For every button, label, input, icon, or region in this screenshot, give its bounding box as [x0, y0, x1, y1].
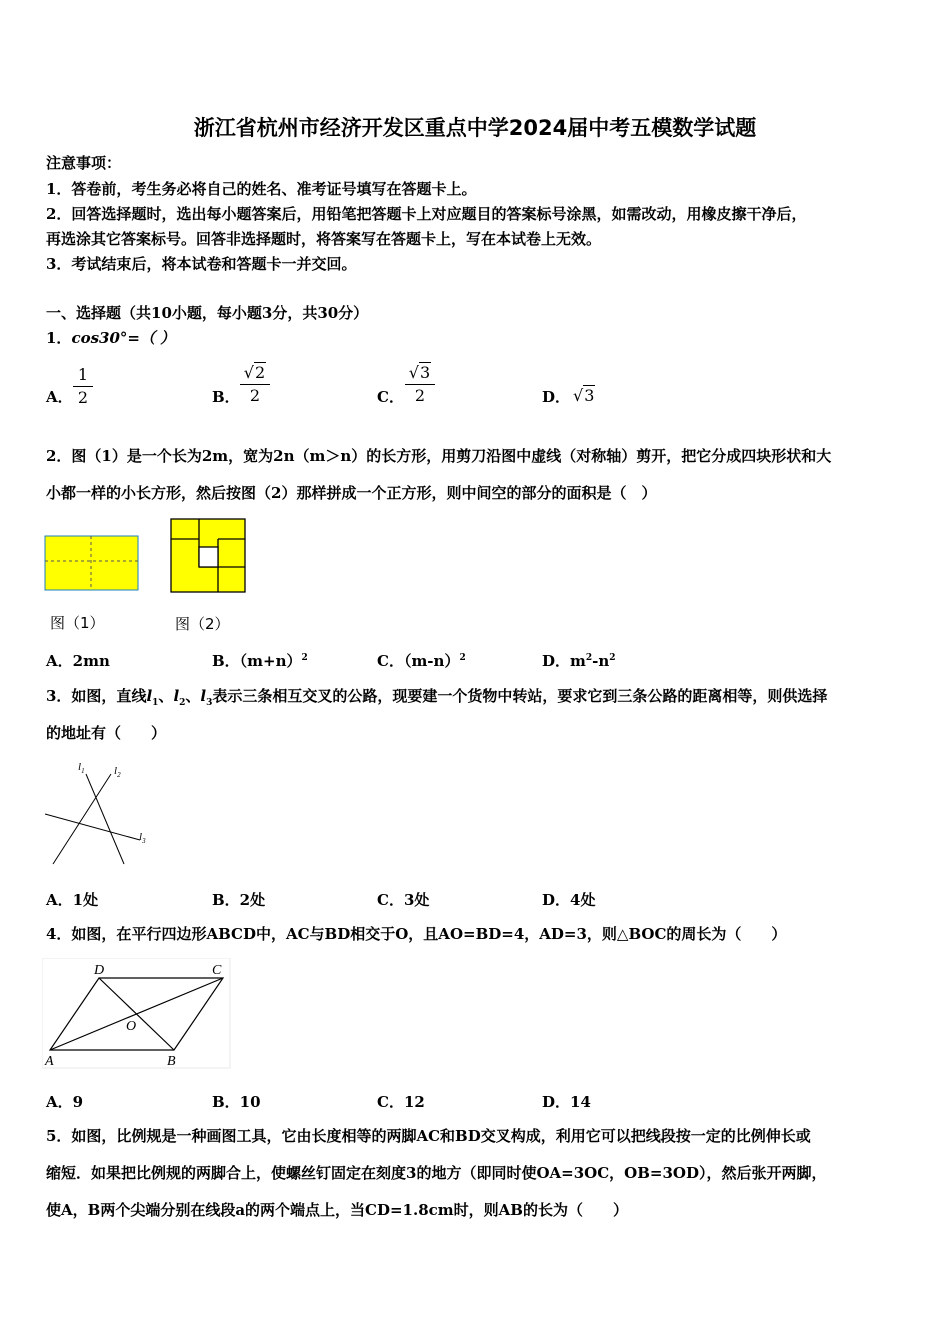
label-l1: $l_1$ — [78, 761, 85, 775]
road-l1 — [86, 774, 124, 864]
radical-sign-icon: √ — [408, 363, 419, 382]
option-d-label: D． — [542, 388, 571, 406]
question-text: 表示三条相互交叉的公路，现要建一个货物中转站，要求它到三条公路的距离相等，则供选择 — [212, 687, 828, 705]
numerator: 1 — [77, 365, 89, 384]
option-b-fraction — [240, 363, 270, 406]
option-text: D．m — [542, 652, 586, 670]
option-c: C．12 — [377, 1093, 425, 1111]
empty-center-square — [199, 547, 218, 567]
question-5-line: 使A，B两个尖端分别在线段a的两个端点上，当CD=1.8cm时，则AB的长为（ ） — [46, 1201, 628, 1219]
question-2-line: 2．图（1）是一个长为2m，宽为2n（m＞n）的长方形，用剪刀沿图中虚线（对称轴）剪开，把它分成四块形状和大 — [46, 447, 832, 465]
question-2-line: 小都一样的小长方形，然后按图（2）那样拼成一个正方形，则中间空的部分的面积是（ ） — [46, 484, 657, 502]
exponent: 2 — [459, 653, 466, 663]
label-l2: $l_2$ — [114, 765, 121, 779]
notice-item: 再选涂其它答案标号。回答非选择题时，将答案写在答题卡上，写在本试卷上无效。 — [46, 230, 602, 248]
figure-2-square — [170, 518, 248, 594]
line-symbol: l — [200, 687, 207, 705]
question-text: 3．如图，直线 — [46, 687, 147, 705]
option-b-label: B． — [212, 388, 240, 406]
denominator: 2 — [77, 388, 89, 407]
point-a-label: A — [45, 1054, 54, 1069]
page-title: 浙江省杭州市经济开发区重点中学2024届中考五模数学试题 — [193, 116, 757, 140]
option-b: B．2处 — [212, 891, 266, 909]
denominator: 2 — [249, 386, 261, 405]
radicand: 3 — [420, 363, 431, 382]
radical-sign-icon: √ — [573, 386, 584, 405]
question-3-line: 的地址有（ ） — [46, 724, 167, 742]
radical-sign-icon: √ — [243, 363, 254, 382]
option-c: C．3处 — [377, 891, 430, 909]
point-b-label: B — [167, 1054, 176, 1069]
point-c-label: C — [212, 963, 222, 978]
question-1 — [46, 327, 175, 348]
line-symbol: l — [173, 687, 180, 705]
option-a-fraction — [73, 365, 93, 408]
subscript: 1 — [152, 698, 159, 708]
question-3-line — [46, 685, 827, 708]
separator: 、 — [185, 687, 201, 705]
option-c-fraction — [405, 363, 435, 406]
separator: 、 — [158, 687, 174, 705]
exponent: 2 — [585, 653, 593, 663]
sqrt-symbol — [244, 363, 266, 383]
point-d-label: D — [94, 963, 105, 978]
radicand: 2 — [255, 363, 266, 382]
question-5-line: 缩短．如果把比例规的两脚合上，使螺丝钉固定在刻度3的地方（即同时使OA=3OC，OB=3OD），然后张开两脚， — [46, 1164, 827, 1182]
road-l3 — [45, 814, 140, 840]
notice-item: 3．考试结束后，将本试卷和答题卡一并交回。 — [46, 255, 357, 273]
option-d-sqrt — [573, 386, 595, 405]
radicand: 3 — [584, 386, 595, 405]
option-a: A．9 — [46, 1093, 84, 1111]
option-d: D．4处 — [542, 891, 596, 909]
line-symbol: l — [146, 687, 153, 705]
label-l3: $l_3$ — [139, 831, 146, 845]
option-text: C．（m-n） — [377, 652, 460, 670]
option-text: -n — [592, 652, 610, 670]
subscript: 3 — [206, 698, 213, 708]
option-a: A．1处 — [46, 891, 99, 909]
notice-item: 2．回答选择题时，选出每小题答案后，用铅笔把答题卡上对应题目的答案标号涂黑，如需改动，用橡皮擦干净后， — [46, 205, 807, 223]
figure-2-caption: 图（2） — [175, 615, 230, 633]
question-1-expression: cos30°=（ ） — [71, 329, 176, 347]
figure-1-caption: 图（1） — [50, 614, 105, 632]
option-a: A．2mn — [46, 652, 110, 670]
denominator: 2 — [414, 386, 426, 405]
question-5-line: 5．如图，比例规是一种画图工具，它由长度相等的两脚AC和BD交叉构成，利用它可以把线段按一定的比例伸长或 — [46, 1127, 811, 1145]
exponent: 2 — [301, 653, 308, 663]
option-c-label: C． — [377, 388, 404, 406]
question-4-line: 4．如图，在平行四边形ABCD中，AC与BD相交于O，且AO=BD=4，AD=3，则△BOC的周长为（ ） — [46, 925, 787, 943]
option-b: B．10 — [212, 1093, 261, 1111]
option-a-label: A． — [46, 388, 73, 406]
subscript: 2 — [179, 698, 186, 708]
option-d: D．14 — [542, 1093, 591, 1111]
option-c — [377, 650, 466, 671]
three-roads-figure — [42, 756, 157, 868]
notice-heading: 注意事项： — [46, 154, 122, 172]
option-d — [542, 650, 616, 671]
option-b — [212, 650, 308, 671]
question-number: 1． — [46, 329, 72, 347]
exponent: 2 — [609, 653, 616, 663]
parallelogram-figure — [42, 958, 232, 1070]
figure-1-rectangle — [44, 534, 140, 592]
sqrt-symbol — [409, 363, 431, 383]
section-heading: 一、选择题（共10小题，每小题3分，共30分） — [46, 304, 369, 322]
option-text: B．（m+n） — [212, 652, 302, 670]
notice-item: 1．答卷前，考生务必将自己的姓名、准考证号填写在答题卡上。 — [46, 180, 477, 198]
point-o-label: O — [126, 1019, 137, 1034]
